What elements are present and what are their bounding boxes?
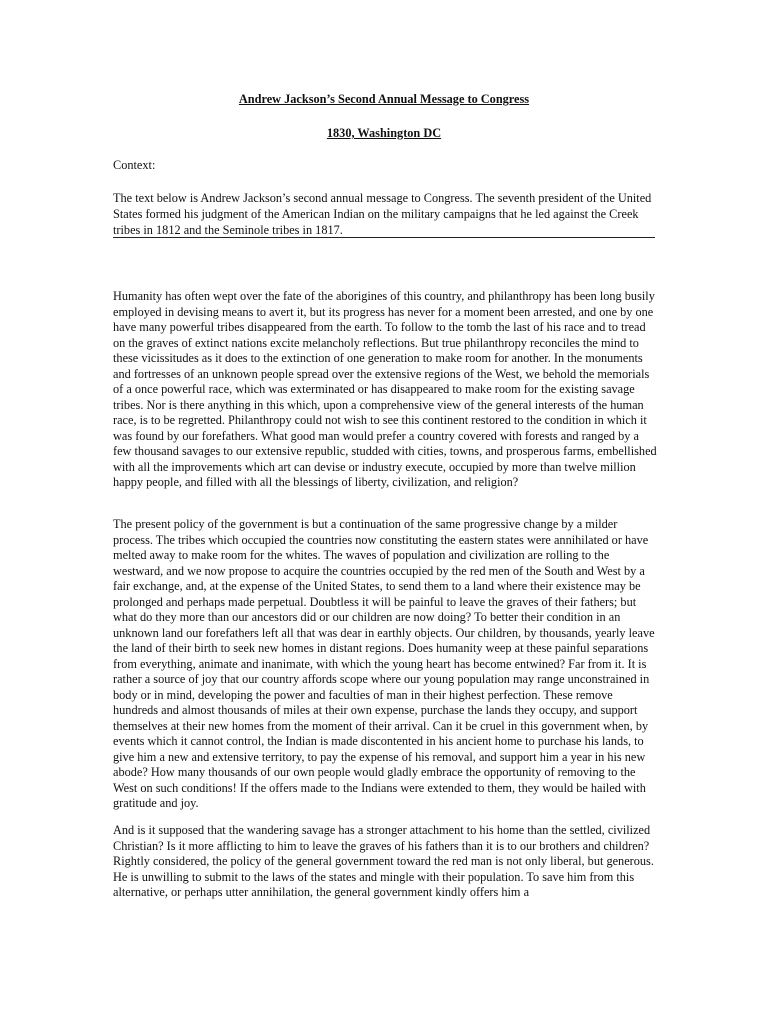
document-title: Andrew Jackson’s Second Annual Message to Congress [238, 92, 530, 106]
intro-divider [113, 237, 655, 238]
body-paragraph-3: And is it supposed that the wandering savage has a stronger attachment to his home than the settled, civilized Christian? Is it more afflicting to him to leave the graves of his fathers than it is to our brothers and children? Rightly considered, the policy of the general government toward the red man is not only liberal, but generous. He is unwilling to submit to the laws of the states and mingle with their population. To save him from this alternative, or perhaps utter annihilation, the general government kindly offers him a [113, 823, 654, 899]
body-paragraph-2: The present policy of the government is but a continuation of the same progressive change by a milder process. The tribes which occupied the countries now constituting the eastern states were annihilated or have melted away to make room for the whites. The waves of population and civilization are rolling to the westward, and we now propose to acquire the countries occupied by the red men of the South and West by a fair exchange, and, at the expense of the United States, to send them to a land where their existence may be prolonged and perhaps made perpetual. Doubtless it will be painful to leave the graves of their fathers; but what do they more than our ancestors did or our children are now doing? To better their condition in an unknown land our forefathers left all that was dear in earthly objects. Our children, by thousands, yearly leave the land of their birth to seek new homes in distant regions. Does humanity weep at these painful separations from everything, animate and inanimate, with which the young heart has become entwined? Far from it. It is rather a source of joy that our country affords scope where our young population may range unconstrained in body or in mind, developing the power and faculties of man in their highest perfection. These remove hundreds and almost thousands of miles at their own expense, purchase the lands they occupy, and support themselves at their new homes from the moment of their arrival. Can it be cruel in this government when, by events which it cannot control, the Indian is made discontented in his ancient home to purchase his lands, to give him a new and extensive territory, to pay the expense of his removal, and support him a year in his new abode? How many thousands of our own people would gladly embrace the opportunity of removing to the West on such conditions! If the offers made to the Indians were extended to them, they would be hailed with gratitude and joy. [113, 517, 655, 810]
body-paragraph-1: Humanity has often wept over the fate of the aborigines of this country, and philanthropy has been long busily employed in devising means to avert it, but its progress has never for a moment been arrested, and one by one have many powerful tribes disappeared from the earth. To follow to the tomb the last of his race and to tread on the graves of extinct nations excite melancholy reflections. But true philanthropy reconciles the mind to these vicissitudes as it does to the extinction of one generation to make room for another. In the monuments and fortresses of an unknown people spread over the extensive regions of the West, we behold the memorials of a once powerful race, which was exterminated or has disappeared to make room for the existing savage tribes. Nor is there anything in this which, upon a comprehensive view of the general interests of the human race, is to be regretted. Philanthropy could not wish to see this continent restored to the condition in which it was found by our forefathers. What good man would prefer a country covered with forests and ranged by a few thousand savages to our extensive republic, studded with cities, towns, and prosperous farms, embellished with all the improvements which art can devise or industry execute, occupied by more than twelve million happy people, and filled with all the blessings of liberty, civilization, and religion? [113, 289, 657, 489]
context-intro: The text below is Andrew Jackson’s second annual message to Congress. The seventh president of the United States formed his judgment of the American Indian on the military campaigns that he led against the Creek tribes in 1812 and the Seminole tribes in 1817. [113, 191, 652, 237]
document-subtitle: 1830, Washington DC [326, 126, 442, 140]
context-label: Context: [113, 158, 156, 172]
